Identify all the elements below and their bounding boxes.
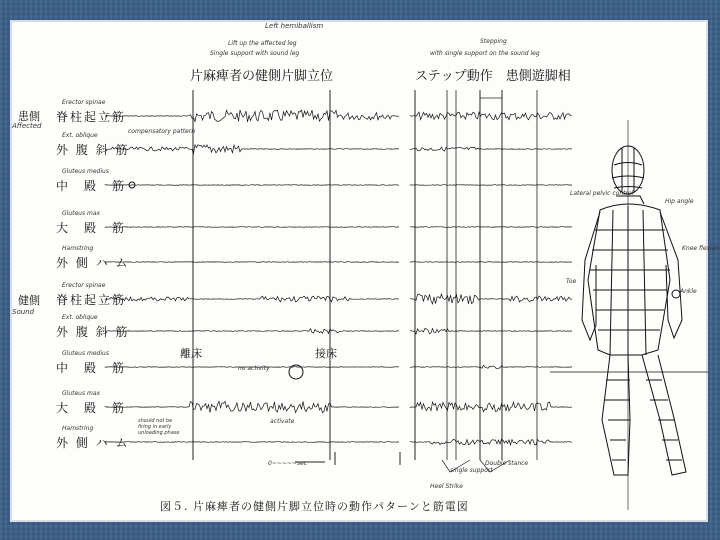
muscle-label-8: 中 殿 筋 — [56, 361, 127, 375]
heel-strike-note: Heel Strike — [430, 483, 463, 490]
muscle-en-9: Gluteus max — [62, 390, 101, 397]
muscle-label-10: 外 側 ハ ム — [56, 436, 130, 450]
handwritten-title: Left hemiballism — [265, 22, 324, 30]
right-title: ステップ動作 患側遊脚相 — [415, 69, 571, 84]
should-not-note: should not be firing in early unloading phase — [138, 418, 180, 436]
time-scale-left: 0~~~~~sec — [268, 460, 308, 467]
double-stance-note: Double stance — [485, 460, 529, 467]
right-caption-line2: with single support on the sound leg — [430, 50, 540, 57]
sound-side-label-en: Sound — [12, 308, 35, 316]
figure-note-3: Knee flexion — [682, 245, 720, 252]
no-activity-note: no activity — [238, 365, 270, 372]
single-support-note: single support — [450, 467, 493, 474]
affected-side-label: 患側 — [18, 110, 40, 123]
muscle-en-4: Gluteus max — [62, 210, 101, 217]
muscle-en-2: Ext. oblique — [62, 132, 98, 139]
muscle-label-9: 大 殿 筋 — [56, 401, 127, 415]
figure-note-1: Lateral pelvic control — [570, 190, 634, 197]
left-caption-line2: Single support with sound leg — [210, 50, 300, 57]
muscle-label-2: 外 腹 斜 筋 — [56, 143, 130, 157]
muscle-label-6: 脊柱起立筋 — [56, 293, 127, 307]
contact-label: 接床 — [315, 347, 337, 360]
right-caption-line1: Stepping — [480, 38, 507, 45]
muscle-en-1: Erector spinae — [62, 99, 106, 106]
lift-off-label: 離床 — [180, 347, 202, 360]
left-title: 片麻痺者の健側片脚立位 — [190, 69, 334, 84]
affected-side-label-en: Affected — [12, 122, 42, 130]
sound-side-label: 健側 — [18, 294, 40, 307]
figure-caption: 図５. 片麻痺者の健側片脚立位時の動作パターンと筋電図 — [160, 500, 469, 513]
activate-note: activate — [270, 418, 295, 425]
muscle-en-8: Gluteus medius — [62, 350, 109, 357]
body-figure — [550, 120, 708, 510]
figure-note-2: Hip angle — [665, 198, 694, 205]
muscle-label-3: 中 殿 筋 — [56, 179, 127, 193]
muscle-label-5: 外 側 ハ ム — [56, 256, 130, 270]
muscle-label-7: 外 腹 斜 筋 — [56, 325, 130, 339]
figure-note-4: Toe — [566, 278, 577, 285]
muscle-en-5: Hamstring — [62, 245, 94, 252]
muscle-label-1: 脊柱起立筋 — [56, 110, 127, 124]
emg-traces — [10, 20, 708, 522]
muscle-en-7: Ext. oblique — [62, 314, 98, 321]
compensatory-note: compensatory pattern — [128, 128, 196, 135]
left-caption-line1: Lift up the affected leg — [228, 40, 297, 47]
muscle-en-6: Erector spinae — [62, 282, 106, 289]
muscle-en-10: Hamstring — [62, 425, 94, 432]
figure-note-5: Ankle — [680, 288, 697, 295]
document-page — [10, 20, 720, 522]
muscle-en-3: Gluteus medius — [62, 168, 109, 175]
muscle-label-4: 大 殿 筋 — [56, 221, 127, 235]
